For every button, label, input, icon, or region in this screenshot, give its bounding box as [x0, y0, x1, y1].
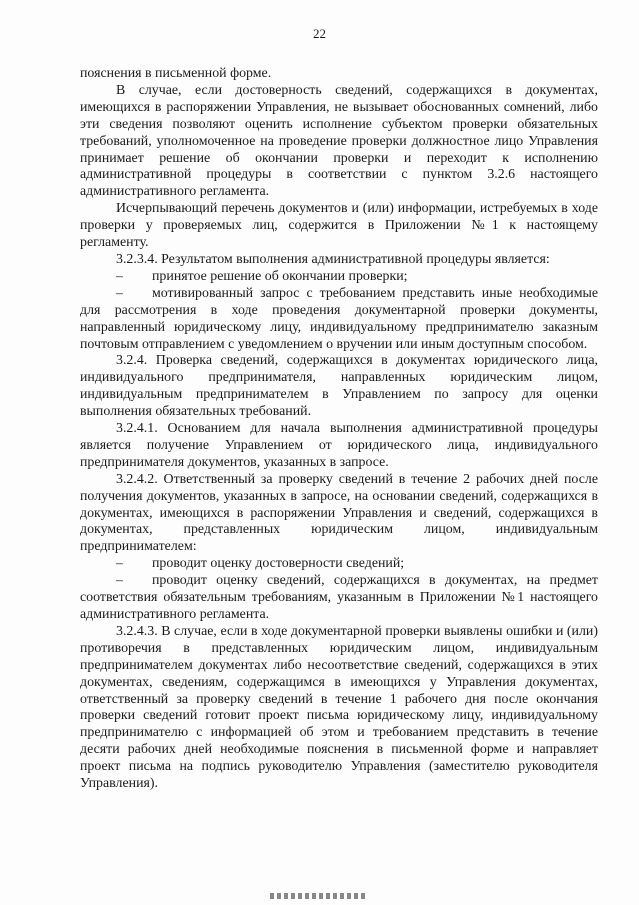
paragraph-continuation: пояснения в письменной форме.: [80, 66, 272, 81]
paragraph-3-2-4: 3.2.4. Проверка сведений, содержащихся в документах юридического лица, индивидуального предпринимателя, направленных юридическим лицом, индивидуальным предпринимателем в Управлением по запросу для оценки выполнения обязательных требований.: [80, 353, 598, 420]
list-item: [80, 286, 598, 354]
paragraph-reliability: В случае, если достоверность сведений, содержащихся в документах, имеющихся в распоряжении Управления, не вызывает обоснованных сомнений, либо эти сведения позволяют оценить исполнение субъектом проверки обязательных требований, уполномоченное на проведение проверки должностное лицо Управления принимает решение об окончании проверки и переходит к исполнению административной процедуры в соответствии с пунктом 3.2.6 настоящего административного регламента.: [80, 82, 598, 200]
dash-marker: –: [116, 556, 123, 572]
document-body: [80, 66, 598, 793]
list-item-text: проводит оценку достоверности сведений;: [152, 556, 405, 572]
list-item: [80, 269, 598, 286]
paragraph-3-2-4-2: 3.2.4.2. Ответственный за проверку сведений в течение 2 рабочих дней после получения документов, указанных в запросе, на основании сведений, содержащихся в документах, имеющихся в распоряжении Управления и сведений, содержащихся в документах, представленных юридическим лицом, индивидуальным предпринимателем:: [80, 471, 598, 555]
dash-marker: –: [116, 285, 123, 301]
page-number: 22: [313, 26, 326, 41]
dash-marker: –: [116, 573, 123, 589]
paragraph-3-2-4-1: 3.2.4.1. Основанием для начала выполнения административной процедуры является получение Управлением от юридического лица, индивидуального предпринимателя документов, указанных в запросе.: [80, 421, 598, 470]
list-item-text: мотивированный запрос с требованием представить иные необходимые для рассмотрения в ходе проведения документарной проверки документы, направленный юридическому лицу, индивидуальному предпринимателю заказным почтовым отправлением с уведомлением о вручении или иным доступным способом.: [80, 285, 598, 352]
list-item: [80, 573, 598, 624]
paragraph-3-2-4-3: 3.2.4.3. В случае, если в ходе документарной проверки выявлены ошибки и (или) противоречия в представленных юридическим лицом, индивидуальным предпринимателем документах либо несоответствие сведений, содержащихся в этих документах, сведениям, содержащимся в имеющихся у Управления документах, ответственный за проверку сведений в течение 1 рабочего дня после окончания проверки сведений готовит проект письма юридическому лицу, индивидуальному предпринимателю с информацией об этом и требованием представить в течение десяти рабочих дней необходимые пояснения в письменной форме и направляет проект письма на подпись руководителю Управления (заместителю руководителя Управления).: [80, 623, 598, 792]
list-item: [80, 556, 598, 573]
list-item-text: проводит оценку сведений, содержащихся в документах, на предмет соответствия обязательным требованиям, указанным в Приложении №1 настоящего административного регламента.: [80, 573, 598, 622]
scan-artifact: [270, 893, 365, 899]
list-item-text: принятое решение об окончании проверки;: [152, 268, 408, 284]
paragraph-3-2-3-4: 3.2.3.4. Результатом выполнения административной процедуры является:: [116, 251, 550, 267]
dash-marker: –: [116, 268, 123, 284]
paragraph-document-list: Исчерпывающий перечень документов и (или) информации, истребуемых в ходе проверки у проверяемых лиц, содержится в Приложении №1 к настоящему регламенту.: [80, 201, 598, 251]
